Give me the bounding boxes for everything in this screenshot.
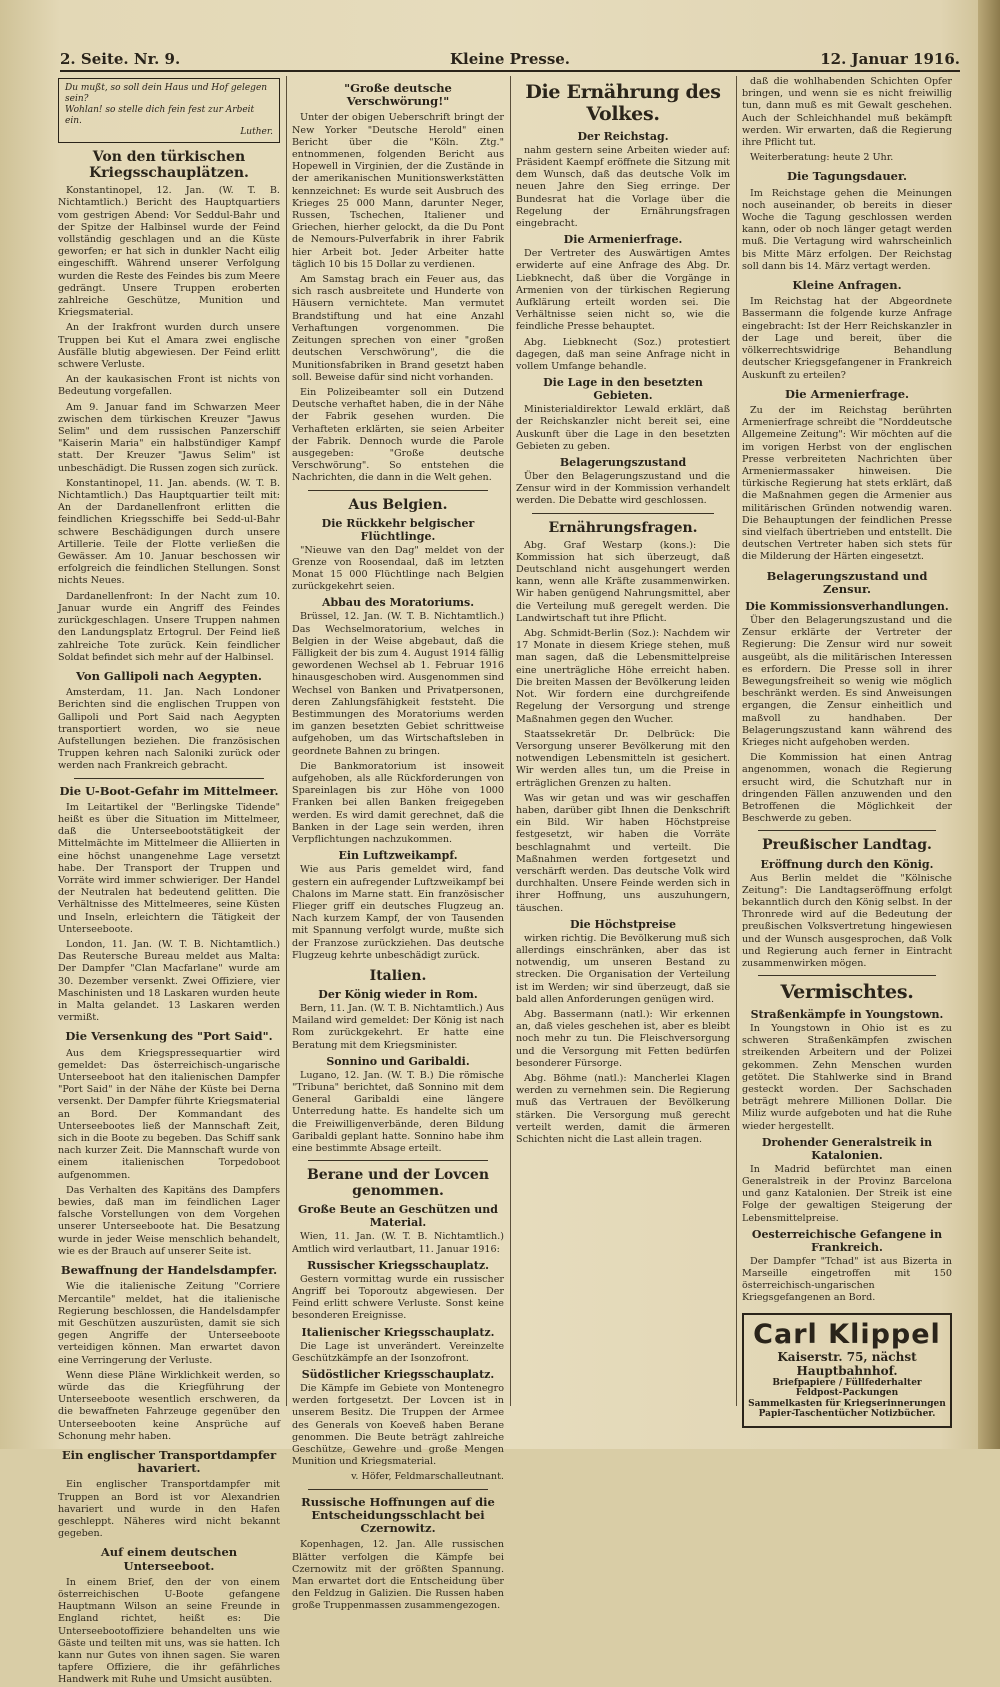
- divider: [308, 1489, 488, 1490]
- article-text: Wie aus Paris gemeldet wird, fand gestern ein aufregender Luftzweikampf bei Chalons im Marne statt. Ein französischer Flieger griff ein deutsches Flugzeug an. Nach kurzem Kampf, der von Tausenden mit Spannung verfolgt wurde, mußte sich der Franzose zurückziehen. Das deutsche Flugzeug kehrte unbeschädigt zurück.: [292, 864, 504, 961]
- article-text: Im Leitartikel der "Berlingske Tidende" heißt es über die Situation im Mittelmeer, daß die Unterseebootstätigkeit der Mittelmächte im Mittelmeer die Alliierten in eine höchst unangenehme Lage versetzt habe. Der Transport der Truppen und Vorräte wird immer schwieriger. Der Handel der Neutralen hat bedeutend gelitten. Die Verhältnisse des Mittelmeeres, seine Küsten und Inseln, erleichtern die Tätigkeit der Unterseeboote.: [58, 801, 280, 935]
- subheadline: Die Rückkehr belgischer Flüchtlinge.: [321, 516, 475, 543]
- motto-box: [58, 78, 280, 143]
- article-text: Aus Berlin meldet die "Kölnische Zeitung": Die Landtagseröffnung erfolgt bekanntlich durch den König selbst. In der Thronrede wird auf die Bedeutung der preußischen Volksvertretung hingewiesen und der Wunsch ausgesprochen, daß Volk und Regierung auch ferner in Eintracht zusammenwirken mögen.: [742, 872, 952, 969]
- article-text: Staatssekretär Dr. Delbrück: Die Versorgung unserer Bevölkerung mit den notwendigen Lebensmitteln ist gesichert. Wir werden alles tun, um die Preise in erträglichen Grenzen zu halten.: [516, 728, 730, 789]
- divider: [308, 490, 488, 491]
- divider: [758, 830, 936, 831]
- column-rule: [736, 76, 737, 1406]
- subheadline: Ein Luftzweikampf.: [338, 849, 458, 863]
- subheadline: Der König wieder in Rom.: [318, 988, 478, 1002]
- divider: [74, 778, 264, 779]
- headline: Berane und der Lovcen genommen.: [306, 1167, 490, 1200]
- article-text: Über den Belagerungszustand und die Zensur erklärte der Vertreter der Regierung: Die Zensur wird nur soweit ausgeübt, als die militärischen Interessen es erfordern. Die Presse soll in ihrer Bewegungsfreiheit so wenig wie möglich beschränkt werden. Es sind Anweisungen ergangen, die Zensur einheitlich und maßvoll zu handhaben. Der Belagerungszustand kann während des Krieges nicht aufgehoben werden.: [742, 615, 952, 749]
- headline: Ein englischer Transportdampfer havariert.: [61, 1447, 277, 1476]
- motto-signature: Luther.: [240, 127, 273, 137]
- column-3: [516, 76, 730, 1416]
- article-text: Abg. Schmidt-Berlin (Soz.): Nachdem wir 17 Monate in diesem Kriege stehen, muß man sagen, daß die Lebensmittelpreise eine unerträgliche Höhe erreicht haben. Die breiten Massen der Bevölkerung leiden Not. Wir fordern eine durchgreifende Regelung der Versorgung und strenge Maßnahmen gegen den Wucher.: [516, 628, 730, 725]
- paper-title: Kleine Presse.: [450, 50, 571, 68]
- article-text: Weiterberatung: heute 2 Uhr.: [750, 152, 894, 164]
- article-text: In einem Brief, den der von einem österreichischen U-Boote gefangene Hauptmann Wilson an seine Freunde in England richtet, heißt es: Die Unterseebootoffiziere behandelten uns wie Gäste und teilten mit uns, was sie hatten. Ich kann nur Gutes von ihnen sagen. Sie waren tapfere Offiziere, die ihr gefährliches Handwerk mit Ruhe und Umsicht ausübten.: [58, 1576, 280, 1686]
- article-text: London, 11. Jan. (W. T. B. Nichtamtlich.) Das Reutersche Bureau meldet aus Malta: Der Dampfer "Clan Macfarlane" wurde am 30. Dezember versenkt. Zwei Offiziere, vier Maschinisten und 18 Laskaren wurden heute in Malta gelandet. 13 Laskaren werden vermißt.: [58, 939, 280, 1024]
- article-text: Wenn diese Pläne Wirklichkeit werden, so würde das die Kriegführung der Unterseeboote wesentlich erschweren, da die bewaffneten Fahrzeuge gegenüber den Unterseebooten keine Ansprüche auf Schonung mehr haben.: [58, 1369, 280, 1442]
- divider: [308, 1160, 488, 1161]
- article-text: Aus dem Kriegspressequartier wird gemeldet: Das österreichisch-ungarische Unterseeboot hat den italienischen Dampfer "Port Said" in der Nähe der Küste bei Derna versenkt. Der Dampfer führte Kriegsmaterial an Bord. Der Kommandant des Unterseebootes ließ der Mannschaft Zeit, sich in die Boote zu begeben. Das Schiff sank nach kurzer Zeit. Die Mannschaft wurde von einem italienischen Torpedoboot aufgenommen.: [58, 1047, 280, 1181]
- signature: v. Höfer, Feldmarschalleutnant.: [351, 1471, 504, 1483]
- issue-date: 12. Januar 1916.: [820, 50, 960, 68]
- article-text: Der Dampfer "Tchad" ist aus Bizerta in Marseille eingetroffen mit 150 österreichisch-ungarischen Kriegsgefangenen an Bord.: [742, 1255, 952, 1304]
- subheadline: Straßenkämpfe in Youngstown.: [750, 1008, 944, 1022]
- article-text: Konstantinopel, 12. Jan. (W. T. B. Nichtamtlich.) Bericht des Hauptquartiers vom gestrigen Abend: Vor Seddul-Bahr und der Spitze der Halbinsel wurde der Feind vollständig geschlagen und an die Küste geworfen; er hat sich in dunkler Nacht eilig eingeschifft. Während unserer Verfolgung wurden die Reste des Feindes bis zum Meere gedrängt. Unsere Truppen eroberten zahlreiche Geschütze, Munition und Kriegsmaterial.: [58, 185, 280, 319]
- ad-line: Feldpost-Packungen: [795, 1388, 899, 1399]
- article-text: nahm gestern seine Arbeiten wieder auf: Präsident Kaempf eröffnete die Sitzung mit dem Wunsch, daß das deutsche Volk im neuen Jahre den Sieg erringe. Der Bundesrat hat die Vorlage über die Regelung der Ernährungsfragen eingebracht.: [516, 144, 730, 229]
- article-text: Der Vertreter des Auswärtigen Amtes erwiderte auf eine Anfrage des Abg. Dr. Liebknecht, daß über die Vorgänge in Armenien von der türkischen Regierung Aufklärung erteilt worden sei. Die Verhältnisse seien nicht so, wie die feindliche Presse behauptet.: [516, 248, 730, 333]
- motto-line: Du mußt, so soll dein Haus und Hof gelegen sein?: [65, 83, 268, 104]
- divider: [532, 513, 714, 514]
- subheadline: Große Beute an Geschützen und Material.: [298, 1203, 498, 1230]
- column-4: [742, 76, 952, 1420]
- ad-line: Sammelkasten für Kriegserinnerungen: [748, 1398, 946, 1409]
- headline: Von Gallipoli nach Aegypten.: [76, 668, 262, 683]
- article-text: Ein englischer Transportdampfer mit Truppen an Bord ist vor Alexandrien havariert und wurde in den Hafen geschleppt. Näheres wird nicht bekannt gegeben.: [58, 1479, 280, 1540]
- headline: Aus Belgien.: [348, 496, 448, 513]
- article-text: Konstantinopel, 11. Jan. abends. (W. T. B. Nichtamtlich.) Das Hauptquartier teilt mit: An der Dardanellenfront erlitten die feindlichen Kriegsschiffe bei Sedd-ul-Bahr schwere Beschädigungen durch unsere Artillerie. Teile der Flotte verließen die Gewässer. Am 10. Januar beschossen wir erfolgreich die feindlichen Stellungen. Sonst nichts Neues.: [58, 477, 280, 587]
- subheadline: Italienischer Kriegsschauplatz.: [301, 1325, 495, 1339]
- article-text: Bern, 11. Jan. (W. T. B. Nichtamtlich.) Aus Mailand wird gemeldet: Der König ist nach Rom zurückgekehrt. Er hatte eine Beratung mit dem Kriegsminister.: [292, 1003, 504, 1051]
- article-text: wirken richtig. Die Bevölkerung muß sich allerdings einschränken, aber das ist notwendig, um unseren Bestand zu strecken. Die Organisation der Verteilung ist im Werden; wir sind überzeugt, daß sie bald allen Anforderungen genügen wird.: [516, 932, 730, 1005]
- article-text: Zu der im Reichstag berührten Armenierfrage schreibt die "Norddeutsche Allgemeine Zeitung": Wir möchten auf die im vorigen Herbst von der englischen Presse verbreiteten Nachrichten über Armeniermassaker hinweisen. Die türkische Regierung hat stets erklärt, daß die Maßnahmen gegen die Armenier aus militärischen Gründen notwendig waren. Die Behauptungen der feindlichen Presse sind vielfach übertrieben und entstellt. Die deutschen Vertreter haben sich stets für die Milderung der Härten eingesetzt.: [742, 404, 952, 563]
- subheadline: Abbau des Moratoriums.: [321, 596, 475, 610]
- article-text: Dardanellenfront: In der Nacht zum 10. Januar wurde ein Angriff des Feindes zurückgeschlagen. Unsere Truppen nahmen den Landungsplatz Ertogrul. Der Feind ließ zahlreiche Tote zurück. Kein feindlicher Soldat befindet sich mehr auf der Halbinsel.: [58, 590, 280, 663]
- page-number: 2. Seite. Nr. 9.: [60, 50, 181, 68]
- article-text: Über den Belagerungszustand und die Zensur wird in der Kommission verhandelt werden. Die Debatte wird geschlossen.: [516, 470, 730, 507]
- headline: Auf einem deutschen Unterseeboot.: [100, 1545, 238, 1573]
- article-text: An der kaukasischen Front ist nichts von Bedeutung vorgefallen.: [58, 374, 280, 398]
- subheadline: Südöstlicher Kriegsschauplatz.: [301, 1368, 495, 1382]
- headline: Bewaffnung der Handelsdampfer.: [60, 1263, 278, 1278]
- headline: Italien.: [369, 967, 427, 984]
- headline: Von den türkischen Kriegsschauplätzen.: [89, 149, 249, 182]
- page-edge-shadow: [978, 0, 1000, 1449]
- subheadline: Oesterreichische Gefangene in Frankreich.: [751, 1227, 943, 1254]
- advertisement: [742, 1313, 952, 1428]
- column-rule: [286, 76, 287, 1406]
- article-text: In Madrid befürchtet man einen Generalstreik in der Provinz Barcelona und ganz Katalonien. Der Streik ist eine Folge der gewaltigen Steigerung der Lebensmittelpreise.: [742, 1163, 952, 1224]
- subheadline: Die Lage in den besetzten Gebieten.: [543, 376, 703, 403]
- advertiser-address: Kaiserstr. 75, nächst Hauptbahnhof.: [777, 1349, 917, 1378]
- ad-line: Briefpapiere / Füllfederhalter: [772, 1377, 922, 1388]
- article-text: "Nieuwe van den Dag" meldet von der Grenze von Roosendaal, daß im letzten Monat 15 000 Flüchtlinge nach Belgien zurückgekehrt seien.: [292, 544, 504, 593]
- subheadline: Sonnino und Garibaldi.: [326, 1054, 470, 1068]
- subheadline: Drohender Generalstreik in Katalonien.: [761, 1135, 933, 1162]
- ad-line: Papier-Taschentücher Notizbücher.: [758, 1409, 936, 1420]
- article-text: Kopenhagen, 12. Jan. Alle russischen Blätter verfolgen die Kämpfe bei Czernowitz mit der größten Spannung. Man erwartet dort die Entscheidung über den Feldzug in Galizien. Die Russen haben große Truppenmassen zusammengezogen.: [292, 1539, 504, 1612]
- headline: Die Armenierfrage.: [784, 386, 910, 401]
- article-text: Das Verhalten des Kapitäns des Dampfers bewies, daß man im feindlichen Lager falsche Vorstellungen von dem Vorgehen unserer Unterseeboote hat. Die Besatzung wurde in jeder Weise menschlich behandelt, wie es der Brauch auf unserer Seite ist.: [58, 1184, 280, 1257]
- article-text: Abg. Liebknecht (Soz.) protestiert dagegen, daß man seine Anfrage nicht in vollem Umfange behandle.: [516, 336, 730, 372]
- article-text: Was wir getan und was wir geschaffen haben, darüber gibt Ihnen die Denkschrift ein Bild. Wir haben Höchstpreise festgesetzt, wir haben die Vorräte beschlagnahmt und verteilt. Die Maßnahmen werden fortgesetzt und verschärft werden. Das deutsche Volk wird durchhalten. Unsere Feinde werden sich in ihrer Hoffnung, uns auszuhungern, täuschen.: [516, 792, 730, 914]
- headline: Ernährungsfragen.: [548, 519, 698, 536]
- headline: Die Ernährung des Volkes.: [525, 81, 721, 125]
- masthead: [60, 48, 960, 72]
- headline: Preußischer Landtag.: [762, 837, 932, 854]
- divider: [758, 975, 936, 976]
- article-text: Amsterdam, 11. Jan. Nach Londoner Berichten sind die englischen Truppen von Gallipoli und Port Said nach Aegypten transportiert worden, wo sie neue Aufstellungen beziehen. Die französischen Truppen kehren nach Saloniki zurück oder werden nach Frankreich gebracht.: [58, 687, 280, 772]
- headline: Vermischtes.: [780, 981, 914, 1004]
- article-text: Im Reichstage gehen die Meinungen noch auseinander, ob bereits in dieser Woche die Tagung geschlossen werden kann, oder ob noch länger getagt werden muß. Die Vertagung wird wahrscheinlich bis Mitte März erfolgen. Der Reichstag soll dann bis 14. März vertagt werden.: [742, 187, 952, 272]
- headline: "Große deutsche Verschwörung!": [344, 81, 452, 109]
- column-rule: [510, 76, 511, 1406]
- article-text: Ein Polizeibeamter soll ein Dutzend Deutsche verhaftet haben, die in der Nähe der Fabrik gesehen wurden. Die Verhafteten erklärten, sie seien Arbeiter der Fabrik. Dennoch wurde die Parole ausgegeben: "Große deutsche Verschwörung". So entstehen die Nachrichten, die dann in die Welt gehen.: [292, 386, 504, 484]
- article-text: Unter der obigen Ueberschrift bringt der New Yorker "Deutsche Herold" einen Bericht über die "Köln. Ztg." entnommenen, folgenden Bericht aus Hopewell in Virginien, der die Zustände in der amerikanischen Munitionswerkstätten kennzeichnet: Es wurde seit Ausbruch des Krieges 25 000 Mann, darunter Neger, Russen, Tschechen, Italiener und Griechen, hierher gelockt, da die Du Pont de Nemours-Pulverfabrik in ihrer Fabrik hier Arbeit bot. Jeder Arbeiter hatte täglich 10 bis 15 Dollar zu verdienen.: [292, 112, 504, 270]
- article-text: Am Samstag brach ein Feuer aus, das sich rasch ausbreitete und Hunderte von Häusern vernichtete. Man vermutet Brandstiftung und hat eine Anzahl Verhaftungen vorgenommen. Die Zeitungen sprechen von einer "großen deutschen Verschwörung", die die Munitionsfabriken in Brand gesetzt haben soll. Beweise dafür sind nicht vorhanden.: [292, 274, 504, 383]
- article-text: Abg. Böhme (natl.): Mancherlei Klagen werden zu vernehmen sein. Die Regierung muß das Vertrauen der Bevölkerung stärken. Die Versorgung muß gerecht verteilt werden, damit die ärmeren Schichten nicht die Last allein tragen.: [516, 1072, 730, 1145]
- article-text: Gestern vormittag wurde ein russischer Angriff bei Toporoutz abgewiesen. Der Feind erlitt schwere Verluste. Sonst keine besonderen Ereignisse.: [292, 1273, 504, 1322]
- motto-line: Wohlan! so stelle dich fein fest zur Arbeit ein.: [65, 105, 255, 126]
- article-text: Die Kommission hat einen Antrag angenommen, wonach die Regierung ersucht wird, die Schutzhaft nur in dringenden Fällen anzuwenden und den Betroffenen die Möglichkeit der Beschwerde zu geben.: [742, 752, 952, 825]
- column-1: [58, 76, 280, 1686]
- headline: Die Versenkung des "Port Said".: [65, 1029, 273, 1044]
- advertiser-name: Carl Klippel: [753, 1318, 941, 1350]
- column-2: [292, 76, 504, 1612]
- article-text: Im Reichstag hat der Abgeordnete Bassermann die folgende kurze Anfrage eingebracht: Ist der Herr Reichskanzler in der Lage und bereit, über die völkerrechtswidrige Behandlung deutscher Kriegsgefangener in Frankreich Auskunft zu erteilen?: [742, 296, 952, 381]
- article-text: Die Lage ist unverändert. Vereinzelte Geschützkämpfe an der Isonzofront.: [292, 1340, 504, 1364]
- article-text: An der Irakfront wurden durch unsere Truppen bei Kut el Amara zwei englische Ausfälle blutig abgewiesen. Der Feind erlitt schwere Verluste.: [58, 322, 280, 371]
- article-text: In Youngstown in Ohio ist es zu schweren Straßenkämpfen zwischen streikenden Arbeitern und der Polizei gekommen. Zehn Menschen wurden getötet. Die Stahlwerke sind in Brand gesteckt worden. Der Sachschaden beträgt mehrere Millionen Dollar. Die Miliz wurde aufgeboten und hat die Ruhe wieder hergestellt.: [742, 1023, 952, 1132]
- subheadline: Russischer Kriegsschauplatz.: [307, 1258, 489, 1272]
- headline: Russische Hoffnungen auf die Entscheidungsschlacht bei Czernowitz.: [301, 1494, 495, 1536]
- subheadline: Die Höchstpreise: [569, 917, 677, 931]
- article-text: Wien, 11. Jan. (W. T. B. Nichtamtlich.) Amtlich wird verlautbart, 11. Januar 1916:: [292, 1231, 504, 1255]
- headline: Kleine Anfragen.: [792, 278, 902, 293]
- article-text: Die Bankmoratorium ist insoweit aufgehoben, als alle Rückforderungen von Spareinlagen bis zur Höhe von 1000 Franken bei allen Banken freigegeben werden. Es wird damit gerechnet, daß die Banken in der Lage sein werden, ihren Verpflichtungen nachzukommen.: [292, 760, 504, 846]
- headline: Die Tagungsdauer.: [786, 169, 908, 184]
- article-text: Brüssel, 12. Jan. (W. T. B. Nichtamtlich.) Das Wechselmoratorium, welches in Belgien in der Weise abgebaut, daß die Fälligkeit der bis zum 4. August 1914 fällig gewordenen Wechsel ab 1. Februar 1916 hinausgeschoben wird. Ausgenommen sind Wechsel von Banken und Privatpersonen, deren Zahlungsfähigkeit feststeht. Die Bestimmungen des Moratoriums werden im ganzen besetzten Gebiet schrittweise aufgehoben, um das Wirtschaftsleben in geordnete Bahnen zu bringen.: [292, 611, 504, 757]
- subheadline: Belagerungszustand: [559, 455, 687, 469]
- article-text: Ministerialdirektor Lewald erklärt, daß der Reichskanzler nicht bereit sei, eine Auskunft über die Lage in den besetzten Gebieten zu geben.: [516, 404, 730, 452]
- headline: Belagerungszustand und Zensur.: [766, 568, 928, 596]
- subheadline: Die Armenierfrage.: [563, 233, 683, 247]
- subheadline: Die Kommissionsverhandlungen.: [745, 600, 949, 613]
- headline: Die U-Boot-Gefahr im Mittelmeer.: [59, 783, 279, 798]
- article-text: daß die wohlhabenden Schichten Opfer bringen, und wenn sie es nicht freiwillig tun, dann muß es mit Gewalt geschehen. Auch der Schleichhandel muß bekämpft werden. Wir erwarten, daß die Regierung ihre Pflicht tut.: [742, 76, 952, 149]
- subheadline: Eröffnung durch den König.: [760, 857, 934, 871]
- article-text: Abg. Graf Westarp (kons.): Die Kommission hat sich überzeugt, daß Deutschland nicht ausgehungert werden kann, wenn alle Kräfte zusammenwirken. Wir haben genügend Nahrungsmittel, aber die Verteilung muß geregelt werden. Die Landwirtschaft tut ihre Pflicht.: [516, 539, 730, 624]
- article-text: Am 9. Januar fand im Schwarzen Meer zwischen dem türkischen Kreuzer "Jawus Selim" und dem russischen Panzerschiff "Kaiserin Maria" ein halbstündiger Kampf statt. Der Kreuzer "Jawus Selim" ist unbeschädigt. Die Russen zogen sich zurück.: [58, 401, 280, 474]
- article-text: Die Kämpfe im Gebiete von Montenegro werden fortgesetzt. Der Lovcen ist in unserem Besitz. Die Truppen der Armee des Generals von Koeveß haben Berane genommen. Die Beute beträgt zahlreiche Geschütze, Gewehre und große Mengen Munition und Kriegsmaterial.: [292, 1383, 504, 1468]
- article-text: Wie die italienische Zeitung "Corriere Mercantile" meldet, hat die italienische Regierung beschlossen, die Handelsdampfer mit Geschützen auszurüsten, damit sie sich gegen Angriffe der Unterseeboote verteidigen können. Man erwartet davon eine Verringerung der Verluste.: [58, 1281, 280, 1366]
- article-text: Abg. Bassermann (natl.): Wir erkennen an, daß vieles geschehen ist, aber es bleibt noch mehr zu tun. Die Fleischversorgung und die Versorgung mit Fetten bedürfen besonderer Fürsorge.: [516, 1008, 730, 1069]
- subheadline: Der Reichstag.: [577, 129, 669, 143]
- article-text: Lugano, 12. Jan. (W. T. B.) Die römische "Tribuna" berichtet, daß Sonnino mit dem General Garibaldi eine längere Unterredung hatte. Es handelte sich um die Freiwilligenverbände, deren Bildung Garibaldi geplant hatte. Sonnino habe ihm eine bestimmte Absage erteilt.: [292, 1069, 504, 1155]
